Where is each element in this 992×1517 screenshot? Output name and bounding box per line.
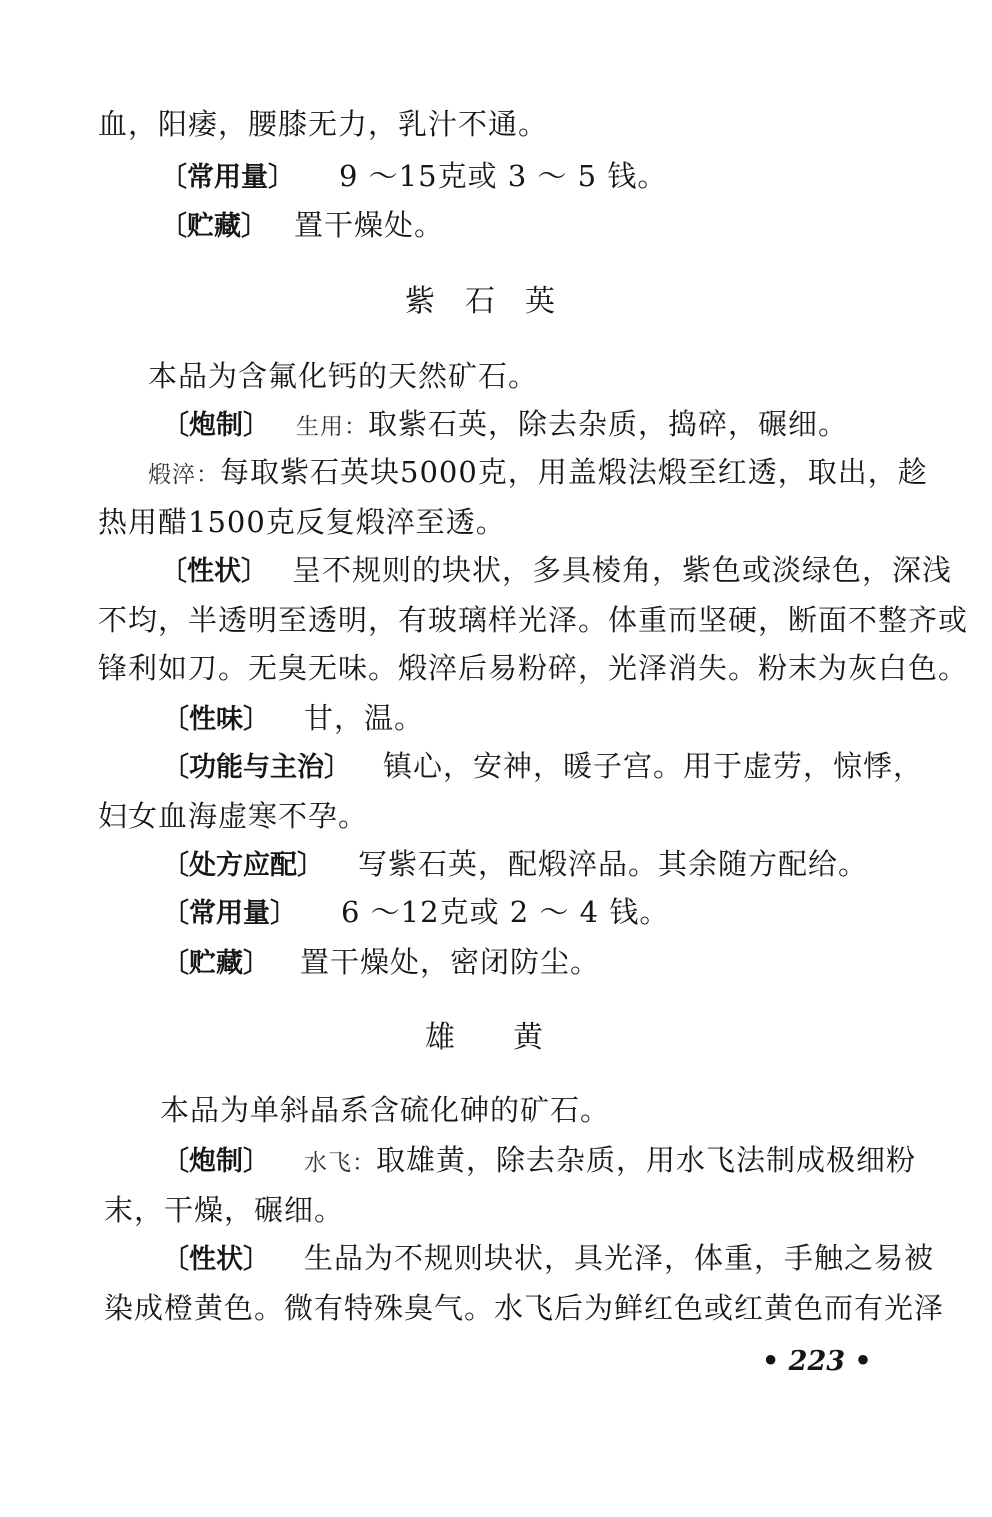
processing-sub: 水飞： [304,1150,376,1176]
zishiying-function-line2: 妇女血海虚寒不孕。 [98,799,369,833]
xionghuang-intro: 本品为单斜晶系含硫化砷的矿石。 [160,1093,611,1127]
zishiying-character-line1 [160,550,952,592]
xionghuang-processing-line2: 末，干燥，碾细。 [104,1193,345,1227]
dosage-text: 6 ～12克或 2 ～ 4 钱。 [341,895,670,929]
character-label: 〔性状〕 [162,1244,270,1275]
zishiying-function-line1 [162,746,923,788]
function-text: 镇心，安神，暖子宫。用于虚劳，惊悸， [383,749,924,783]
top-storage-entry [160,205,444,247]
title-char: 雄 [425,1020,455,1055]
title-char: 黄 [513,1020,543,1055]
calcine-sub: 煅淬： [148,462,220,488]
title-char: 英 [525,284,555,319]
character-text: 生品为不规则块状，具光泽，体重，手触之易被 [304,1241,935,1275]
section-title-xionghuang [425,1018,543,1058]
processing-label: 〔炮制〕 [162,410,270,441]
zishiying-calcine-line2: 热用醋1500克反复煅淬至透。 [98,505,506,539]
prescription-text: 写紫石英，配煅淬品。其余随方配给。 [358,847,869,881]
prescription-label: 〔处方应配〕 [162,850,324,881]
zishiying-character-line3: 锋利如刀。无臭无味。煅淬后易粉碎，光泽消失。粉末为灰白色。 [98,651,969,685]
continuation-line: 血，阳痿，腰膝无力，乳汁不通。 [98,107,549,141]
zishiying-character-line2: 不均，半透明至透明，有玻璃样光泽。体重而坚硬，断面不整齐或 [98,603,969,637]
processing-sub: 生用： [296,414,368,440]
processing-text: 取雄黄，除去杂质，用水飞法制成极细粉 [376,1143,917,1177]
character-text: 呈不规则的块状，多具棱角，紫色或淡绿色，深浅 [292,553,953,587]
dosage-label: 〔常用量〕 [162,898,297,929]
zishiying-prescription [162,844,868,886]
storage-label: 〔贮藏〕 [162,948,270,979]
processing-text: 取紫石英，除去杂质，捣碎，碾细。 [368,407,849,441]
storage-label: 〔贮藏〕 [160,211,268,242]
taste-text: 甘，温。 [304,701,425,735]
storage-text: 置干燥处，密闭防尘。 [300,945,601,979]
top-dosage-entry [160,156,667,198]
zishiying-taste [162,698,424,740]
title-char: 紫 [405,284,435,319]
function-label: 〔功能与主治〕 [162,752,351,783]
title-char: 石 [465,284,495,319]
xionghuang-character-line2: 染成橙黄色。微有特殊臭气。水飞后为鲜红色或红黄色而有光泽 [104,1291,945,1325]
taste-label: 〔性味〕 [162,704,270,735]
zishiying-intro: 本品为含氟化钙的天然矿石。 [148,359,539,393]
zishiying-calcine-line1 [148,452,928,495]
xionghuang-character-line1 [162,1238,934,1280]
section-title-zishiying [405,282,555,322]
storage-text: 置干燥处。 [294,208,445,242]
zishiying-dosage [162,892,669,934]
zishiying-storage [162,942,600,984]
page-number: • 223 • [762,1346,872,1377]
character-label: 〔性状〕 [160,556,268,587]
dosage-text: 9 ～15克或 3 ～ 5 钱。 [339,159,668,193]
calcine-text: 每取紫石英块5000克，用盖煅法煅至红透，取出，趁 [220,455,928,489]
xionghuang-processing-line1 [162,1140,916,1183]
zishiying-processing [162,404,848,447]
dosage-label: 〔常用量〕 [160,162,295,193]
processing-label: 〔炮制〕 [162,1146,270,1177]
